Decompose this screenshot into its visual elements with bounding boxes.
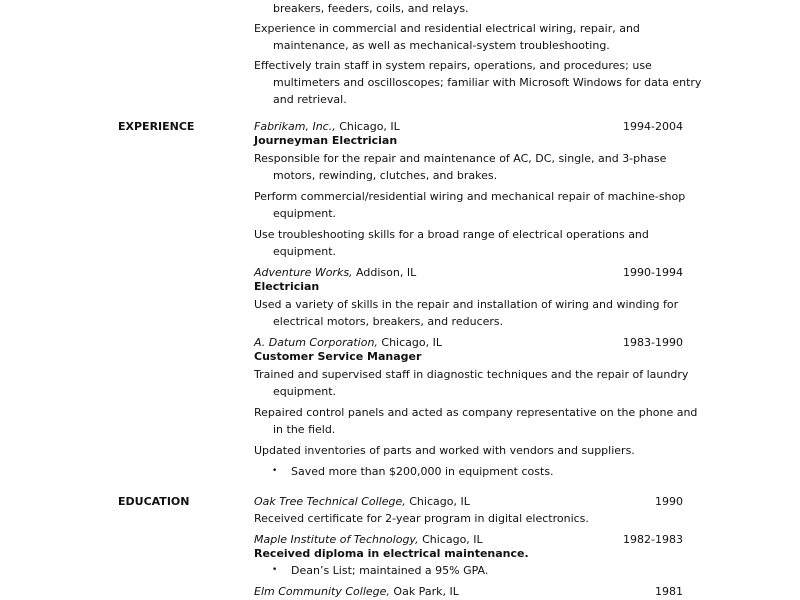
job-title: Customer Service Manager xyxy=(254,350,422,363)
job-employer xyxy=(254,264,416,281)
job-dates: 1994-2004 xyxy=(623,120,683,133)
job-header xyxy=(254,334,683,351)
education-section xyxy=(0,493,800,600)
experience-section xyxy=(0,118,800,480)
school-entry xyxy=(0,583,800,600)
job-duty: Used a variety of skills in the repair and installation of wiring and winding for electrical motors, breakers, and reducers. xyxy=(254,298,679,328)
school-location: Chicago, IL xyxy=(405,495,470,508)
school-dates: 1982-1983 xyxy=(623,533,683,546)
school-bullet: • Dean’s List; maintained a 95% GPA. xyxy=(291,562,691,579)
summary-item: breakers, feeders, coils, and relays. xyxy=(273,2,469,15)
school-location: Chicago, IL xyxy=(418,533,483,546)
job-duty: Updated inventories of parts and worked with vendors and suppliers. xyxy=(254,444,635,457)
school-degree: Received diploma in electrical maintenance. xyxy=(254,547,529,560)
job-dates: 1990-1994 xyxy=(623,266,683,279)
job-duty: Repaired control panels and acted as company representative on the phone and in the field. xyxy=(254,406,698,436)
job-duty: Responsible for the repair and maintenance of AC, DC, single, and 3-phase motors, rewinding, clutches, and brakes. xyxy=(254,152,667,182)
school-header xyxy=(254,583,683,600)
school-detail: Received certificate for 2-year program in digital electronics. xyxy=(254,512,589,525)
school-header xyxy=(254,493,683,510)
job-duty: Perform commercial/residential wiring and mechanical repair of machine-shop equipment. xyxy=(254,190,686,220)
job-bullet: • Saved more than $200,000 in equipment costs. xyxy=(291,463,691,480)
job-entry xyxy=(0,264,800,330)
company-name: A. Datum Corporation, xyxy=(254,336,378,349)
school-info xyxy=(254,493,470,510)
school-header xyxy=(254,531,683,548)
school-info xyxy=(254,531,483,548)
job-employer xyxy=(254,118,400,135)
school-name: Maple Institute of Technology, xyxy=(254,533,419,546)
education-heading: EDUCATION xyxy=(118,495,190,508)
company-location: Addison, IL xyxy=(352,266,417,279)
school-dates: 1981 xyxy=(655,585,683,598)
summary-item: Effectively train staff in system repairs, operations, and procedures; use multimeters and oscilloscopes; familiar with Microsoft Windows for data entry and retrieval. xyxy=(254,59,702,106)
job-duty: Trained and supervised staff in diagnostic techniques and the repair of laundry equipment. xyxy=(254,368,689,398)
company-name: Adventure Works, xyxy=(254,266,353,279)
job-header xyxy=(254,118,683,135)
job-entry xyxy=(0,118,800,260)
school-name: Oak Tree Technical College, xyxy=(254,495,406,508)
school-location: Oak Park, IL xyxy=(389,585,459,598)
school-name: Elm Community College, xyxy=(254,585,390,598)
job-title: Journeyman Electrician xyxy=(254,134,398,147)
school-info xyxy=(254,583,459,600)
experience-heading: EXPERIENCE xyxy=(118,120,195,133)
company-name: Fabrikam, Inc., xyxy=(254,120,336,133)
school-entry xyxy=(0,531,800,579)
job-title: Electrician xyxy=(254,280,320,293)
job-entry xyxy=(0,334,800,480)
summary-item: Experience in commercial and residential electrical wiring, repair, and maintenance, as well as mechanical-system troubleshooting. xyxy=(254,22,640,52)
company-location: Chicago, IL xyxy=(377,336,442,349)
job-header xyxy=(254,264,683,281)
job-duty: Use troubleshooting skills for a broad range of electrical operations and equipment. xyxy=(254,228,649,258)
job-employer xyxy=(254,334,442,351)
company-location: Chicago, IL xyxy=(335,120,400,133)
job-dates: 1983-1990 xyxy=(623,336,683,349)
school-dates: 1990 xyxy=(655,495,683,508)
